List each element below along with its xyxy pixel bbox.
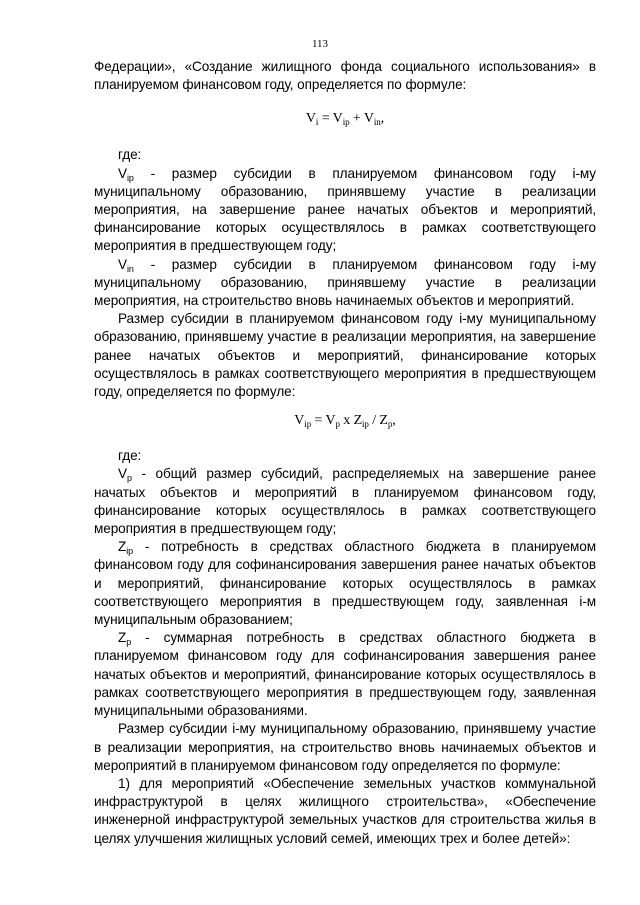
- definition-zip: $Z_{ip}$ - потребность в средствах областного бюджета в планируемом финансовом году для софинансирования завершения ранее начатых объектов и мероприятий, финансирование которых осуществлялось в рамках соответствующего мероприятия в предшествующем году, заявленная i-м муниципальным образованием;: [94, 539, 596, 628]
- definition-vp: $V_p$ - общий размер субсидий, распределяемых на завершение ранее начатых объектов и мероприятий в планируемом финансовом году, финансирование которых осуществлялось в рамках соответствующего мероприятия в предшествующем году;: [94, 466, 596, 537]
- where-label-2: где:: [118, 448, 142, 464]
- document-body: [94, 58, 596, 848]
- definition-vin: $V_{in}$ - размер субсидии в планируемом финансовом году i-му муниципальному образованию, принявшему участие в реализации мероприятия, на строительство вновь начинаемых объектов и мероприятий.: [94, 256, 596, 309]
- paragraph-subsidy-completion: Размер субсидии в планируемом финансовом году i-му муниципальному образованию, принявшему участие в реализации мероприятия, на завершение ранее начатых объектов и мероприятий, финансирование которых осуществлялось в рамках соответствующего мероприятия в предшествующем году, определяется по формуле:: [94, 311, 596, 400]
- where-label: где:: [118, 147, 142, 163]
- paragraph-subsidy-new: Размер субсидии i-му муниципальному образованию, принявшему участие в реализации мероприятия, на строительство вновь начинаемых объектов и мероприятий в планируемом финансовом году определяется по формуле:: [94, 721, 596, 773]
- definition-zp: $Z_p$ - суммарная потребность в средствах областного бюджета в планируемом финансовом году для софинансирования завершения ранее начатых объектов и мероприятий, финансирование которых осуществлялось в рамках соответствующего мероприятия в предшествующем году, заявленная муниципальными образованиями.: [94, 630, 596, 719]
- page-number: 113: [311, 38, 329, 50]
- formula-vip: $V_{ip} = V_p$ x $Z_{ip} / Z_p$,: [294, 413, 396, 430]
- intro-paragraph: Федерации», «Создание жилищного фонда социального использования» в планируемом финансовом году, определяется по формуле:: [94, 59, 596, 93]
- list-item-1: 1) для мероприятий «Обеспечение земельных участков коммунальной инфраструктурой в целях жилищного строительства», «Обеспечение инженерной инфраструктурой земельных участков для строительства жилья в целях улучшения жилищных условий семей, имеющих трех и более детей»:: [94, 775, 596, 846]
- formula-vi: $V_i = V_{ip} + V_{in}$,: [305, 111, 385, 128]
- definition-vip: $V_{ip}$ - размер субсидии в планируемом финансовом году i-му муниципальному образованию, принявшему участие в реализации мероприятия, на завершение ранее начатых объектов и мероприятий, финансирование которых осуществлялось в рамках соответствующего мероприятия в предшествующем году;: [94, 165, 596, 254]
